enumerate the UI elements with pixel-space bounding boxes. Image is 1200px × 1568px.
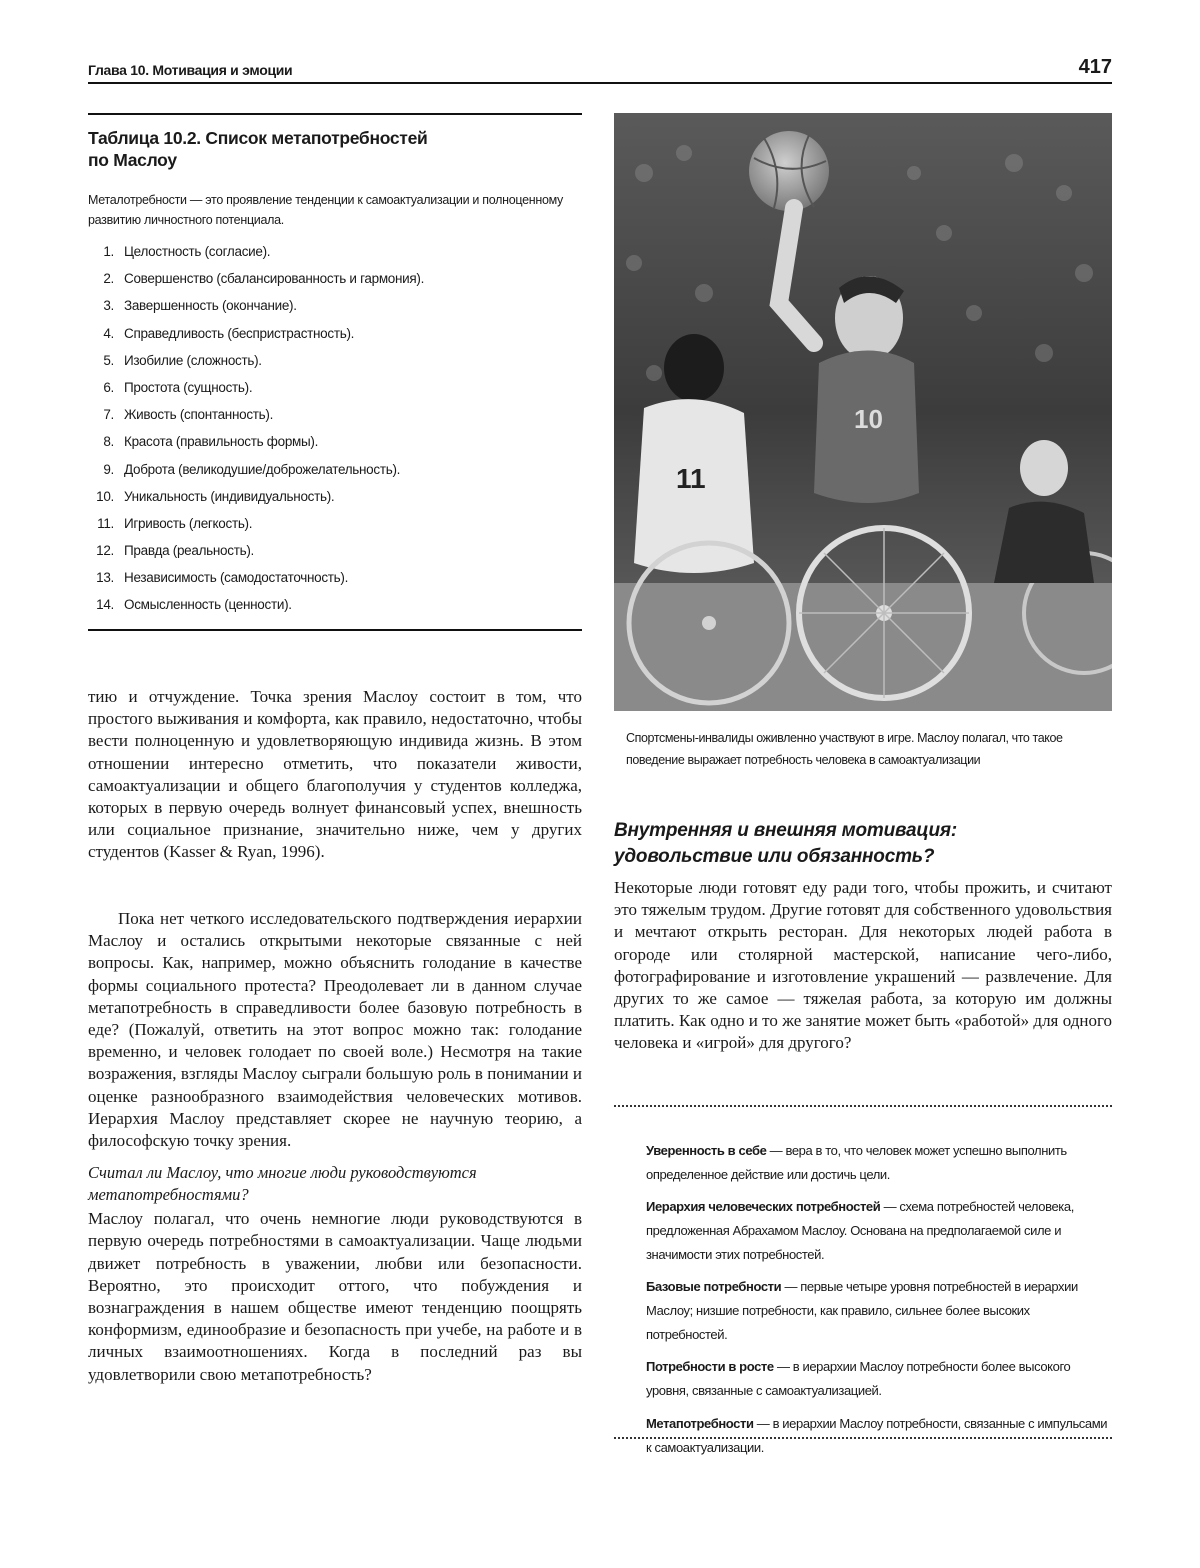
body-paragraph: Пока нет четкого исследовательского подтверждения иерархии Маслоу и остались открытыми некоторые связанные с ней вопросы. Как, например, можно объяснить голодание в качестве формы социального протеста? Преодолевает ли в данном случае метапотребность в справедливости более базовую потребность в еде? (Пожалуй, ответить на этот вопрос можно так: голодание временно, и человек голодает по своей воле.) Несмотря на такие возражения, взгляды Маслоу сыграли большую роль в понимании и оценке разнообразного взаимодействия человеческих мотивов. Иерархия Маслоу представляет скорее не научную теорию, а философскую точку зрения.: [88, 909, 582, 1151]
list-item: [88, 483, 582, 510]
list-item: [88, 401, 582, 428]
glossary-entry: [646, 1275, 1112, 1347]
item-number: 1.: [103, 244, 114, 259]
jersey-number-front: 10: [854, 404, 883, 434]
table-title-line-1: Таблица 10.2. Список метапотребностей: [88, 128, 428, 148]
glossary-term: Потребности в росте: [646, 1359, 774, 1374]
item-text: Целостность (согласие).: [124, 244, 271, 259]
glossary-entry: [646, 1412, 1112, 1460]
glossary-term: Иерархия человеческих потребностей: [646, 1199, 881, 1214]
item-number: 7.: [103, 407, 114, 423]
item-text: Независимость (самодостаточность).: [124, 570, 349, 586]
running-header: [88, 56, 1112, 84]
list-item: [88, 564, 582, 591]
item-text: Завершенность (окончание).: [124, 298, 297, 314]
basketball: [749, 131, 829, 211]
right-body-text: [614, 877, 1112, 1055]
margin-question: Считал ли Маслоу, что многие люди руководствуются метапотребностями?: [88, 1163, 477, 1205]
photo-caption: Спортсмены-инвалиды оживленно участвуют в игре. Маслоу полагал, что такое поведение выражает потребность человека в самоактуализации: [626, 731, 1063, 767]
item-number: 12.: [96, 543, 114, 559]
glossary-entry: [646, 1195, 1112, 1267]
item-number: 11.: [97, 515, 114, 531]
metaneeds-list: [88, 238, 582, 619]
item-text: Уникальность (индивидуальность).: [124, 488, 335, 504]
section-heading-line-2: удовольствие или обязанность?: [614, 846, 935, 867]
list-item: [88, 238, 582, 265]
item-text: Правда (реальность).: [124, 543, 254, 559]
item-number: 2.: [103, 271, 114, 287]
item-text: Осмысленность (ценности).: [124, 597, 292, 613]
item-text: Красота (правильность формы).: [124, 434, 319, 450]
glossary-entry: [646, 1355, 1112, 1403]
glossary-definition: — первые четыре уровня потребностей в иерархии Маслоу; низшие потребности, как правило, сильнее более высоких потребностей.: [646, 1279, 1078, 1342]
metaneeds-table: [88, 113, 582, 631]
list-item: [88, 428, 582, 455]
list-item: [88, 292, 582, 319]
glossary-definition: — схема потребностей человека, предложенная Абрахамом Маслоу. Основана на предполагаемой силе и значимости этих потребностей.: [646, 1199, 1074, 1262]
body-paragraph-continued: тию и отчуждение. Точка зрения Маслоу состоит в том, что простого выживания и комфорта, как правило, недостаточно, чтобы вести полноценную и удовлетворяющую индивида жизнь. В этом отношении интересно отметить, что показатели живости, самоактуализации и общего благополучия у студентов колледжа, которых в первую очередь волнует финансовый успех, внешность или социальное признание, значительно ниже, чем у других студентов (Kasser & Ryan, 1996).: [88, 687, 582, 862]
glossary-definition: — вера в то, что человек может успешно выполнить определенное действие или достичь цели.: [646, 1143, 1067, 1182]
item-number: 10.: [96, 488, 114, 504]
glossary-term: Метапотребности: [646, 1416, 754, 1431]
table-intro: Металотребности — это проявление тенденции к самоактуализации и полноценному развитию личностного потенциала.: [88, 193, 563, 227]
item-number: 6.: [103, 379, 114, 395]
wheelchair-basketball-photo: [614, 113, 1112, 711]
glossary-entry: [646, 1139, 1112, 1187]
item-text: Доброта (великодушие/доброжелательность).: [124, 461, 401, 477]
body-paragraph: Маслоу полагал, что очень немногие люди руководствуются в первую очередь потребностями в самоактуализации. Чаще людьми движет потребность в уважении, любви или безопасности. Вероятно, это происходит оттого, что побуждения и вознаграждения в нашем обществе имеют тенденцию поощрять конформизм, единообразие и безопасность при учебе, на работе и в личных взаимоотношениях. Когда в последний раз вы удовлетворили свою метапотребность?: [88, 1209, 582, 1384]
item-text: Живость (спонтанность).: [124, 407, 274, 423]
jersey-number-back: 11: [676, 463, 706, 494]
list-item: [88, 456, 582, 483]
item-number: 3.: [103, 298, 114, 314]
table-title: [88, 127, 568, 171]
page-number: 417: [1078, 56, 1112, 78]
item-number: 4.: [103, 325, 114, 341]
section-heading-line-1: Внутренняя и внешняя мотивация:: [614, 820, 958, 841]
chapter-title: Глава 10. Мотивация и эмоции: [88, 62, 293, 78]
glossary-term: Уверенность в себе: [646, 1143, 767, 1158]
list-item: [88, 510, 582, 537]
list-item: [88, 374, 582, 401]
list-item: [88, 347, 582, 374]
photo-illustration: [614, 113, 1112, 711]
glossary-definition: — в иерархии Маслоу потребности более высокого уровня, связанные с самоактуализацией.: [646, 1359, 1071, 1398]
item-number: 14.: [96, 597, 114, 613]
body-paragraph: Некоторые люди готовят еду ради того, чтобы прожить, и считают это тяжелым трудом. Другие готовят для собственного удовольствия и мечтают открыть ресторан. Для некоторых людей работа в огороде или столярной мастерской, написание чего-либо, фотографирование и изготовление украшений — развлечение. Для других то же самое — тяжелая работа, за которую им должны платить. Как одно и то же занятие может быть «работой» для одного человека и «игрой» для другого?: [614, 878, 1112, 1053]
list-item: [88, 265, 582, 292]
item-number: 13.: [96, 570, 114, 586]
list-item: [88, 591, 582, 618]
item-text: Справедливость (беспристрастность).: [124, 325, 355, 341]
item-number: 9.: [103, 461, 114, 477]
glossary-term: Базовые потребности: [646, 1279, 782, 1294]
section-heading: [614, 818, 1112, 870]
left-body-text: [88, 686, 582, 1386]
table-title-line-2: по Маслоу: [88, 150, 177, 170]
item-number: 8.: [103, 434, 114, 450]
item-text: Совершенство (сбалансированность и гармония).: [124, 271, 425, 287]
glossary-box: [614, 1105, 1112, 1455]
list-item: [88, 320, 582, 347]
item-number: 5.: [103, 352, 114, 368]
list-item: [88, 537, 582, 564]
item-text: Изобилие (сложность).: [124, 352, 262, 368]
glossary-definition: — в иерархии Маслоу потребности, связанные с импульсами к самоактуализации.: [646, 1416, 1108, 1455]
item-text: Простота (сущность).: [124, 379, 253, 395]
item-text: Игривость (легкость).: [124, 515, 253, 531]
